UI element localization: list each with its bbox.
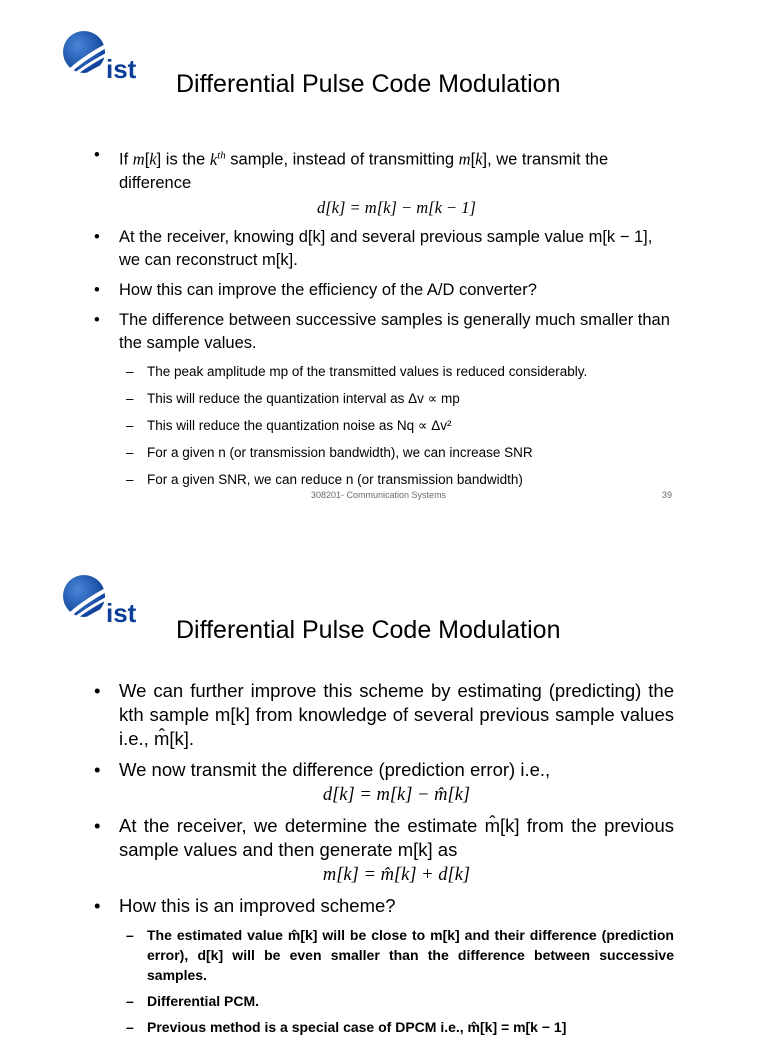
sub-bullet-list (92, 362, 674, 490)
slide-title: Differential Pulse Code Modulation (176, 616, 561, 644)
ist-logo-icon (60, 574, 156, 630)
slide-2 (0, 544, 768, 1035)
bullet-item: • If m[k] is the $k^{th}$ sample, instead of transmitting m[k], we transmit the difference d[k] = m[k] − m[k − 1] (92, 144, 674, 219)
bullet-item: • At the receiver, knowing d[k] and several previous sample value m[k − 1], we can reconstruct m[k]. (92, 226, 674, 272)
sub-bullet-item: – This will reduce the quantization interval as Δv ∝ mp (92, 389, 674, 409)
sub-bullet-item: – Differential PCM. (92, 991, 674, 1011)
sub-bullet-item: – The estimated value m̂[k] will be close to m[k] and their difference (prediction error), d[k] will be even smaller than the difference between successive samples. (92, 925, 674, 985)
slide-body (92, 144, 674, 497)
bullet-item: • At the receiver, we determine the estimate m̂[k] from the previous sample values and then generate m[k] as m[k] = m̂[k] + d[k] (92, 814, 674, 887)
slide-body (92, 679, 674, 1043)
bullet-item: • How this is an improved scheme? (92, 894, 674, 918)
equation: d[k] = m[k] − m[k − 1] (317, 197, 476, 217)
equation: m[k] = m̂[k] + d[k] (322, 865, 471, 885)
slide-title: Differential Pulse Code Modulation (176, 70, 561, 98)
sub-bullet-item: – For a given n (or transmission bandwidth), we can increase SNR (92, 443, 674, 463)
course-name: 308201- Communication Systems (311, 490, 447, 500)
equation: d[k] = m[k] − m̂[k] (322, 785, 471, 805)
sub-bullet-item: – This will reduce the quantization noise as Nq ∝ Δv² (92, 416, 674, 436)
sub-bullet-item: – For a given SNR, we can reduce n (or transmission bandwidth) (92, 470, 674, 490)
slide-1 (0, 0, 768, 512)
sub-bullet-item: – The peak amplitude mp of the transmitted values is reduced considerably. (92, 362, 674, 382)
sub-bullet-item: – Previous method is a special case of DPCM i.e., m̂[k] = m[k − 1] (92, 1017, 674, 1037)
svg-text:ist: ist (106, 54, 137, 84)
svg-text:ist: ist (106, 598, 137, 628)
page-number: 39 (662, 490, 673, 500)
ist-logo-icon (60, 30, 156, 86)
bullet-item: • How this can improve the efficiency of the A/D converter? (92, 279, 674, 302)
bullet-item: • The difference between successive samples is generally much smaller than the sample values. (92, 309, 674, 355)
bullet-item: • We can further improve this scheme by estimating (predicting) the kth sample m[k] from knowledge of several previous sample values i.e., m̂[k]. (92, 679, 674, 751)
bullet-item: • We now transmit the difference (prediction error) i.e., d[k] = m[k] − m̂[k] (92, 758, 674, 807)
sub-bullet-list (92, 925, 674, 1037)
